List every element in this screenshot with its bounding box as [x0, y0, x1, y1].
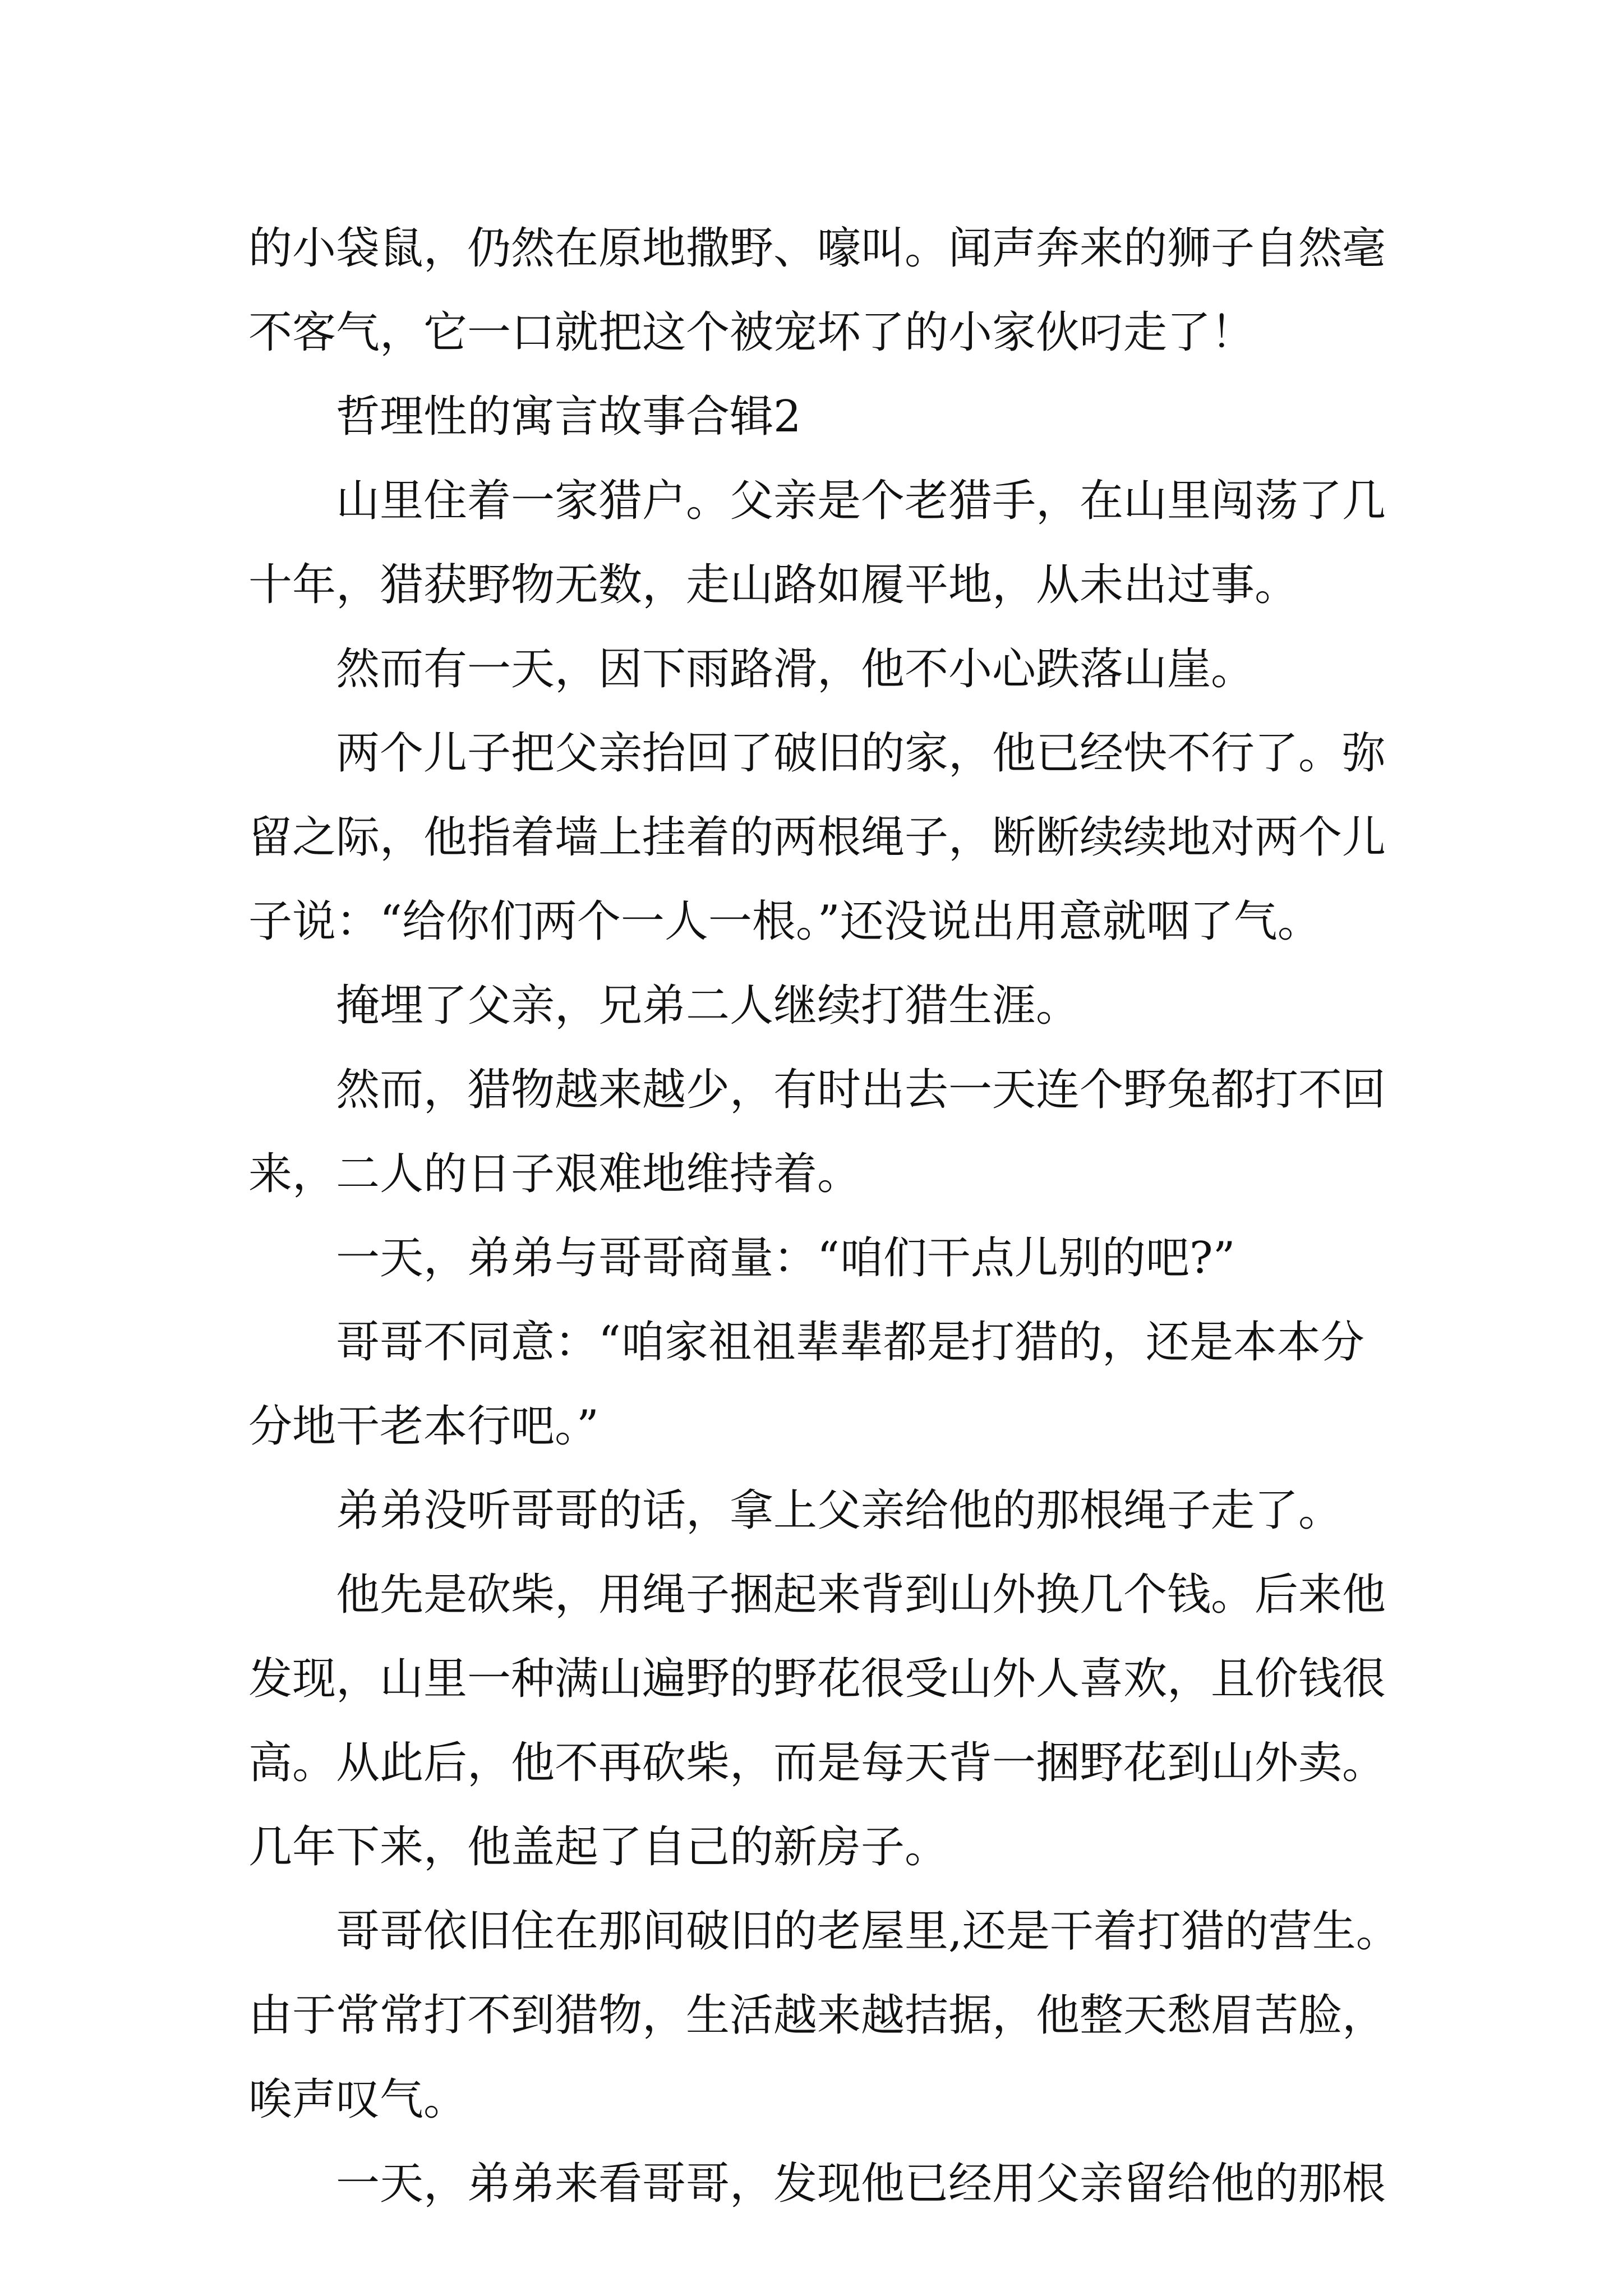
text-line: 他先是砍柴，用绳子捆起来背到山外换几个钱。后来他: [336, 1570, 1386, 1620]
text-line: 高。从此后，他不再砍柴，而是每天背一捆野花到山外卖。: [248, 1738, 1386, 1788]
text-line: 分地干老本行吧。”: [248, 1401, 599, 1452]
text-line: 掩埋了父亲，兄弟二人继续打猎生涯。: [336, 981, 1080, 1031]
text-line: 山里住着一家猎户。父亲是个老猎手，在山里闯荡了几: [336, 476, 1386, 526]
text-line: 由于常常打不到猎物，生活越来越拮据，他整天愁眉苦脸，: [248, 1990, 1386, 2041]
text-line: 哲理性的寓言故事合辑2: [336, 392, 801, 442]
text-line: 然而有一天，因下雨路滑，他不小心跌落山崖。: [336, 644, 1255, 694]
text-line: 一天，弟弟与哥哥商量：“咱们干点儿别的吧?”: [336, 1233, 1235, 1283]
text-line: 发现，山里一种满山遍野的野花很受山外人喜欢，且价钱很: [248, 1654, 1386, 1704]
text-line: 十年，猎获野物无数，走山路如履平地，从未出过事。: [248, 560, 1299, 610]
text-line: 来，二人的日子艰难地维持着。: [248, 1149, 861, 1199]
text-line: 一天，弟弟来看哥哥，发现他已经用父亲留给他的那根: [336, 2159, 1386, 2209]
text-line: 子说：“给你们两个一人一根。”还没说出用意就咽了气。: [248, 896, 1321, 947]
text-line: 哥哥不同意：“咱家祖祖辈辈都是打猎的，还是本本分: [336, 1317, 1364, 1368]
text-line: 哥哥依旧住在那间破旧的老屋里,还是干着打猎的营生。: [336, 1906, 1400, 1957]
text-line: 唉声叹气。: [248, 2074, 468, 2125]
document-body: [248, 206, 1400, 2226]
text-line: 两个儿子把父亲抬回了破旧的家，他已经快不行了。弥: [336, 728, 1386, 779]
text-line: 然而，猎物越来越少，有时出去一天连个野兔都打不回: [336, 1065, 1386, 1115]
text-line: 不客气，它一口就把这个被宠坏了的小家伙叼走了！: [248, 307, 1255, 358]
text-line: 弟弟没听哥哥的话，拿上父亲给他的那根绳子走了。: [336, 1485, 1343, 1536]
text-line: 的小袋鼠，仍然在原地撒野、嚎叫。闻声奔来的狮子自然毫: [248, 223, 1386, 274]
text-line: 几年下来，他盖起了自己的新房子。: [248, 1822, 949, 1872]
text-line: 留之际，他指着墙上挂着的两根绳子，断断续续地对两个儿: [248, 812, 1386, 863]
